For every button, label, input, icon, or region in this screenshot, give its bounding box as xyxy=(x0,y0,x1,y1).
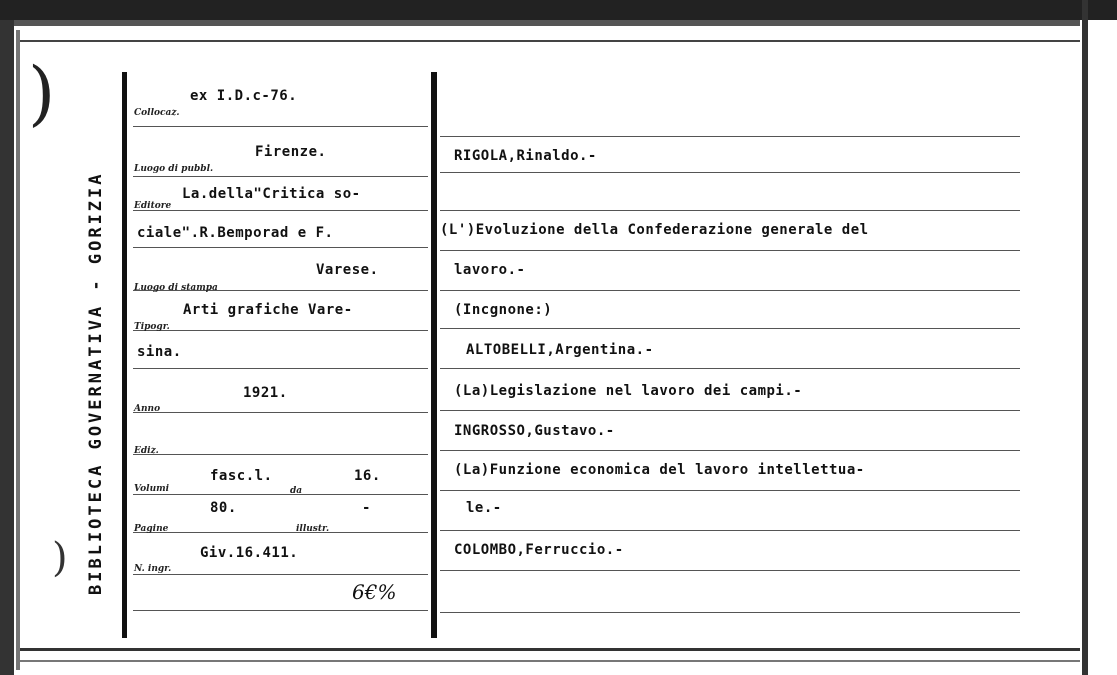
label-da: da xyxy=(290,486,303,496)
rule xyxy=(440,450,1020,451)
bracket-mark: ) xyxy=(52,535,68,581)
entry-5: ALTOBELLI,Argentina.- xyxy=(466,342,654,358)
rule xyxy=(440,368,1020,369)
rule xyxy=(440,210,1020,211)
value-n-ingr: Giv.16.411. xyxy=(200,545,299,561)
card-left-edge xyxy=(0,20,14,675)
rule xyxy=(440,570,1020,571)
value-luogo-stampa: Varese. xyxy=(316,262,379,278)
entry-1: RIGOLA,Rinaldo.- xyxy=(454,148,597,164)
rule xyxy=(440,328,1020,329)
entry-9: le.- xyxy=(466,500,502,516)
left-column-rule xyxy=(122,72,127,638)
card-top-shadow xyxy=(0,20,1080,26)
rule xyxy=(133,532,428,533)
rule xyxy=(133,210,428,211)
handwritten-note: 6€% xyxy=(352,580,397,604)
entry-6: (La)Legislazione nel lavoro dei campi.- xyxy=(454,383,803,399)
label-editore: Editore xyxy=(134,201,172,211)
rule xyxy=(133,412,428,413)
rule xyxy=(440,612,1020,613)
rule xyxy=(133,574,428,575)
rule xyxy=(133,454,428,455)
entry-3: lavoro.- xyxy=(454,262,526,278)
rule xyxy=(440,290,1020,291)
card-bottom-rule xyxy=(20,648,1080,651)
value-volumi: fasc.l. xyxy=(210,468,273,484)
label-luogo-stampa: Luogo di stampa xyxy=(134,283,218,293)
library-stamp: BIBLIOTECA GOVERNATIVA - GORIZIA xyxy=(86,171,106,595)
value-editore-1: La.della"Critica so- xyxy=(182,186,361,202)
value-editore-2: ciale".R.Bemporad e F. xyxy=(137,225,334,241)
label-anno: Anno xyxy=(134,404,161,414)
rule xyxy=(133,247,428,248)
value-illustr: - xyxy=(362,500,371,516)
entry-4: (Incgnone:) xyxy=(454,302,553,318)
rule xyxy=(133,330,428,331)
value-luogo-pubbl: Firenze. xyxy=(255,144,327,160)
label-pagine: Pagine xyxy=(134,524,169,534)
card-top-rule xyxy=(20,40,1080,42)
card-left-line xyxy=(16,30,20,670)
entry-2: (L')Evoluzione della Confederazione generale del xyxy=(440,222,869,238)
card-right-edge xyxy=(1082,0,1088,675)
label-luogo-pubbl: Luogo di pubbl. xyxy=(134,164,214,174)
rule xyxy=(440,172,1020,173)
label-volumi: Volumi xyxy=(134,484,170,494)
label-tipografia: Tipogr. xyxy=(134,322,170,332)
rule xyxy=(133,368,428,369)
punch-hole-mark: ) xyxy=(28,52,56,134)
value-pagine: 80. xyxy=(210,500,237,516)
label-illustr: illustr. xyxy=(296,524,330,534)
rule xyxy=(440,136,1020,137)
rule xyxy=(440,490,1020,491)
value-collocazione: ex I.D.c-76. xyxy=(190,88,298,104)
card-bottom-rule-2 xyxy=(20,660,1080,662)
entry-7: INGROSSO,Gustavo.- xyxy=(454,423,615,439)
rule xyxy=(133,610,428,611)
label-ediz: Ediz. xyxy=(134,446,159,456)
value-anno: 1921. xyxy=(243,385,288,401)
rule xyxy=(133,176,428,177)
value-tipografia-2: sina. xyxy=(137,344,182,360)
value-da: 16. xyxy=(354,468,381,484)
value-tipografia-1: Arti grafiche Vare- xyxy=(183,302,353,318)
rule xyxy=(440,410,1020,411)
entry-10: COLOMBO,Ferruccio.- xyxy=(454,542,624,558)
card-top-edge xyxy=(0,0,1117,20)
rule xyxy=(440,530,1020,531)
entry-8: (La)Funzione economica del lavoro intellettua- xyxy=(454,462,865,478)
label-collocazione: Collocaz. xyxy=(134,108,180,118)
label-n-ingr: N. ingr. xyxy=(134,564,172,574)
middle-column-rule xyxy=(431,72,437,638)
rule xyxy=(133,126,428,127)
rule xyxy=(133,494,428,495)
rule xyxy=(440,250,1020,251)
